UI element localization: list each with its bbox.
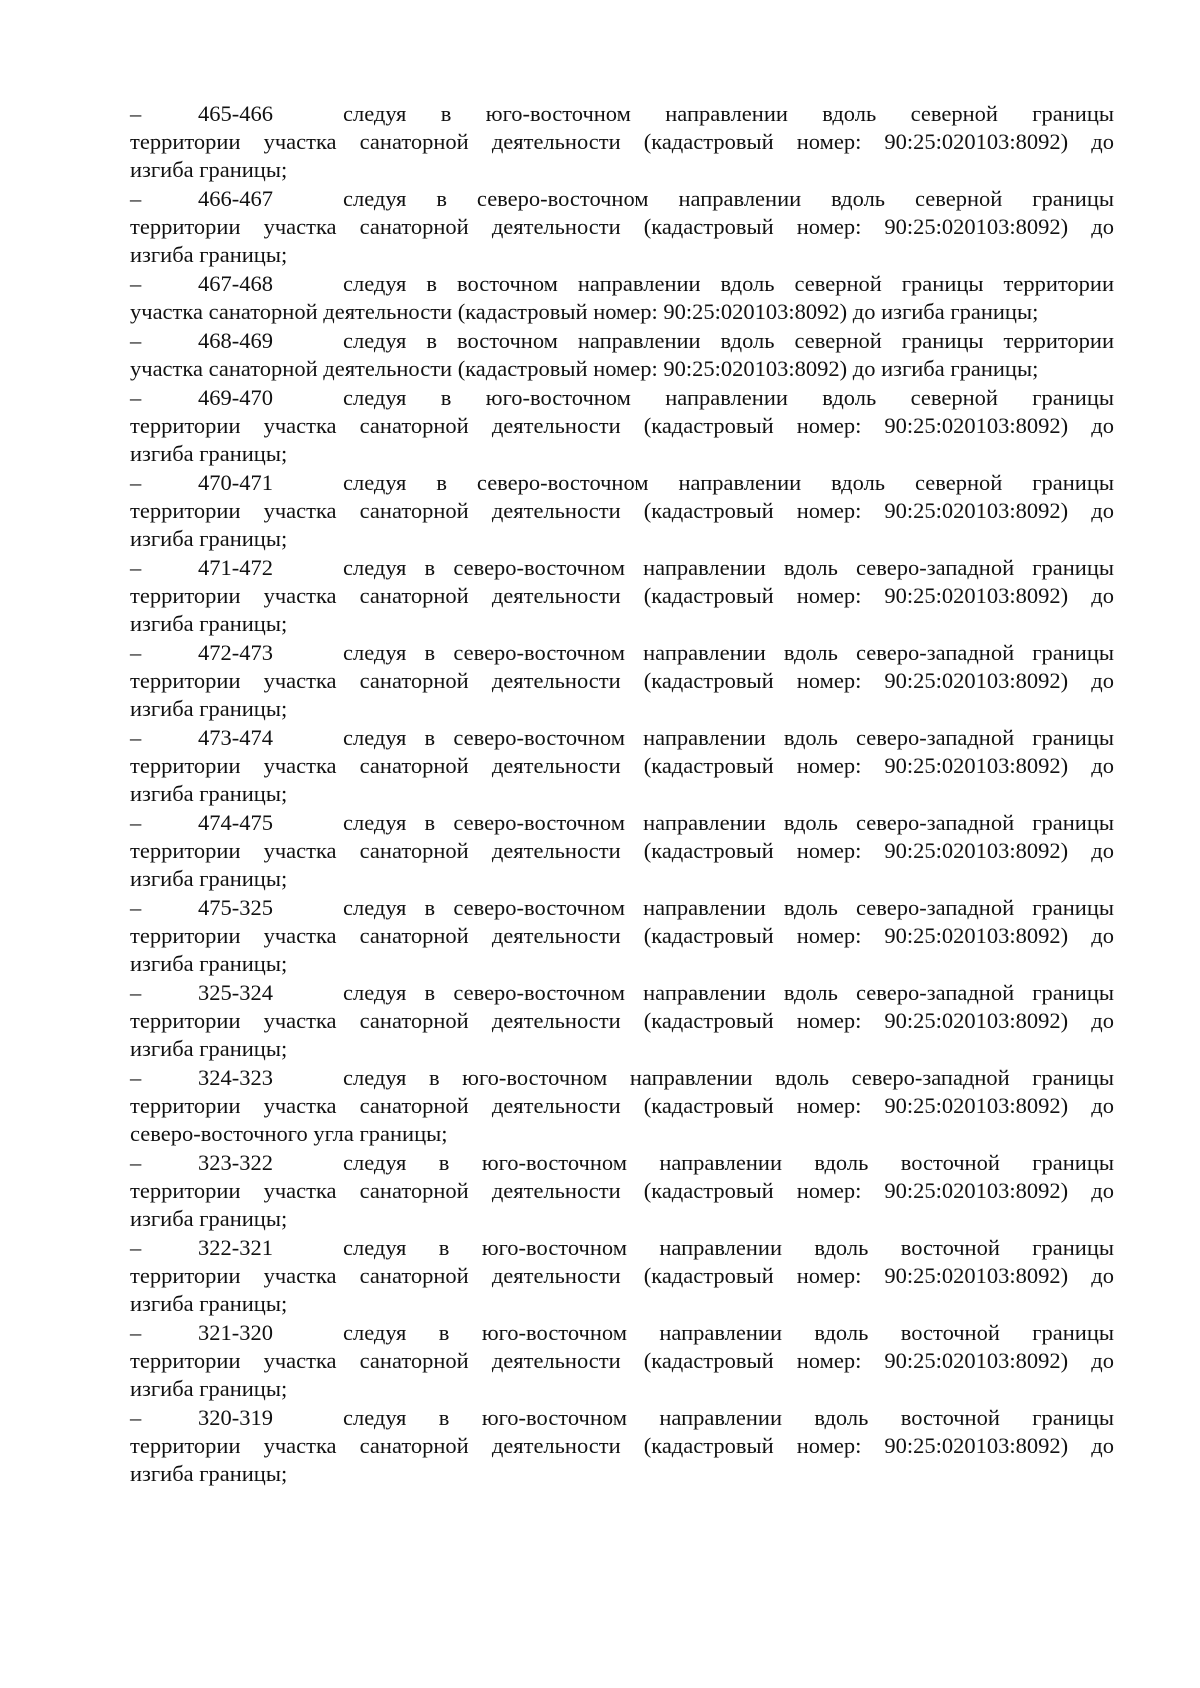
boundary-segment-entry <box>130 639 1114 723</box>
segment-direction-text: следуя в юго-восточном направлении вдоль восточной границы <box>343 1320 1114 1345</box>
list-dash: – <box>130 385 142 410</box>
list-dash: – <box>130 271 142 296</box>
list-dash: – <box>130 980 142 1005</box>
segment-direction-text: следуя в юго-восточном направлении вдоль северной границы <box>343 385 1114 410</box>
entry-ending-line: изгиба границы; <box>130 611 288 636</box>
boundary-segment-list <box>130 100 1114 1489</box>
entry-ending-line: изгиба границы; <box>130 242 288 267</box>
segment-point-range: 472-473 <box>198 640 273 665</box>
list-dash: – <box>130 1065 142 1090</box>
entry-continuation-line: территории участка санаторной деятельности (кадастровый номер: 90:25:020103:8092) до <box>130 1348 1114 1373</box>
segment-point-range: 471-472 <box>198 555 273 580</box>
segment-point-range: 323-322 <box>198 1150 273 1175</box>
entry-continuation-line: территории участка санаторной деятельности (кадастровый номер: 90:25:020103:8092) до <box>130 1263 1114 1288</box>
list-dash: – <box>130 1405 142 1430</box>
boundary-segment-entry <box>130 1149 1114 1233</box>
segment-direction-text: следуя в восточном направлении вдоль северной границы территории <box>343 271 1114 296</box>
segment-direction-text: следуя в северо-восточном направлении вдоль северо-западной границы <box>343 555 1114 580</box>
entry-first-line <box>130 1149 1114 1177</box>
entry-ending-line: изгиба границы; <box>130 1036 288 1061</box>
entry-ending-line: изгиба границы; <box>130 1206 288 1231</box>
entry-continuation-line: участка санаторной деятельности (кадастровый номер: 90:25:020103:8092) до изгиба границы; <box>130 299 1039 324</box>
boundary-segment-entry <box>130 1234 1114 1318</box>
list-dash: – <box>130 810 142 835</box>
boundary-segment-entry <box>130 979 1114 1063</box>
boundary-segment-entry <box>130 809 1114 893</box>
entry-ending-line: изгиба границы; <box>130 866 288 891</box>
list-dash: – <box>130 555 142 580</box>
entry-first-line <box>130 809 1114 837</box>
entry-continuation-line: территории участка санаторной деятельности (кадастровый номер: 90:25:020103:8092) до <box>130 668 1114 693</box>
entry-continuation-line: территории участка санаторной деятельности (кадастровый номер: 90:25:020103:8092) до <box>130 838 1114 863</box>
segment-point-range: 466-467 <box>198 186 273 211</box>
entry-continuation-line: территории участка санаторной деятельности (кадастровый номер: 90:25:020103:8092) до <box>130 1433 1114 1458</box>
entry-first-line <box>130 185 1114 213</box>
entry-continuation-line: территории участка санаторной деятельности (кадастровый номер: 90:25:020103:8092) до <box>130 923 1114 948</box>
boundary-segment-entry <box>130 185 1114 269</box>
list-dash: – <box>130 186 142 211</box>
segment-direction-text: следуя в юго-восточном направлении вдоль северо-западной границы <box>343 1065 1114 1090</box>
entry-ending-line: изгиба границы; <box>130 441 288 466</box>
boundary-segment-entry <box>130 100 1114 184</box>
list-dash: – <box>130 101 142 126</box>
entry-ending-line: изгиба границы; <box>130 1376 288 1401</box>
entry-ending-line: изгиба границы; <box>130 157 288 182</box>
segment-point-range: 470-471 <box>198 470 273 495</box>
list-dash: – <box>130 470 142 495</box>
segment-point-range: 465-466 <box>198 101 273 126</box>
boundary-segment-entry <box>130 724 1114 808</box>
entry-ending-line: изгиба границы; <box>130 951 288 976</box>
segment-point-range: 320-319 <box>198 1405 273 1430</box>
list-dash: – <box>130 1235 142 1260</box>
entry-first-line <box>130 979 1114 1007</box>
entry-continuation-line: территории участка санаторной деятельности (кадастровый номер: 90:25:020103:8092) до <box>130 583 1114 608</box>
list-dash: – <box>130 328 142 353</box>
entry-first-line <box>130 384 1114 412</box>
entry-ending-line: изгиба границы; <box>130 526 288 551</box>
entry-first-line <box>130 1319 1114 1347</box>
segment-point-range: 324-323 <box>198 1065 273 1090</box>
entry-first-line <box>130 724 1114 752</box>
boundary-segment-entry <box>130 384 1114 468</box>
entry-continuation-line: территории участка санаторной деятельности (кадастровый номер: 90:25:020103:8092) до <box>130 1008 1114 1033</box>
segment-direction-text: следуя в северо-восточном направлении вдоль северо-западной границы <box>343 725 1114 750</box>
entry-first-line <box>130 894 1114 922</box>
boundary-segment-entry <box>130 894 1114 978</box>
entry-first-line <box>130 327 1114 355</box>
entry-first-line <box>130 469 1114 497</box>
segment-direction-text: следуя в северо-восточном направлении вдоль северной границы <box>343 470 1114 495</box>
segment-point-range: 322-321 <box>198 1235 273 1260</box>
entry-first-line <box>130 100 1114 128</box>
segment-direction-text: следуя в юго-восточном направлении вдоль восточной границы <box>343 1405 1114 1430</box>
boundary-segment-entry <box>130 1404 1114 1488</box>
entry-first-line <box>130 639 1114 667</box>
segment-point-range: 474-475 <box>198 810 273 835</box>
segment-direction-text: следуя в северо-восточном направлении вдоль северо-западной границы <box>343 980 1114 1005</box>
boundary-segment-entry <box>130 469 1114 553</box>
segment-direction-text: следуя в юго-восточном направлении вдоль северной границы <box>343 101 1114 126</box>
entry-first-line <box>130 1234 1114 1262</box>
segment-direction-text: следуя в северо-восточном направлении вдоль северо-западной границы <box>343 810 1114 835</box>
entry-first-line <box>130 1064 1114 1092</box>
entry-continuation-line: участка санаторной деятельности (кадастровый номер: 90:25:020103:8092) до изгиба границы; <box>130 356 1039 381</box>
segment-direction-text: следуя в северо-восточном направлении вдоль северной границы <box>343 186 1114 211</box>
boundary-segment-entry <box>130 1064 1114 1148</box>
boundary-segment-entry <box>130 270 1114 326</box>
boundary-segment-entry <box>130 1319 1114 1403</box>
entry-first-line <box>130 270 1114 298</box>
entry-first-line <box>130 554 1114 582</box>
segment-point-range: 468-469 <box>198 328 273 353</box>
boundary-segment-entry <box>130 554 1114 638</box>
list-dash: – <box>130 1320 142 1345</box>
list-dash: – <box>130 895 142 920</box>
segment-direction-text: следуя в северо-восточном направлении вдоль северо-западной границы <box>343 640 1114 665</box>
entry-continuation-line: территории участка санаторной деятельности (кадастровый номер: 90:25:020103:8092) до <box>130 129 1114 154</box>
segment-point-range: 467-468 <box>198 271 273 296</box>
segment-point-range: 475-325 <box>198 895 273 920</box>
entry-ending-line: изгиба границы; <box>130 696 288 721</box>
entry-continuation-line: территории участка санаторной деятельности (кадастровый номер: 90:25:020103:8092) до <box>130 753 1114 778</box>
segment-point-range: 325-324 <box>198 980 273 1005</box>
list-dash: – <box>130 640 142 665</box>
entry-ending-line: северо-восточного угла границы; <box>130 1121 448 1146</box>
segment-direction-text: следуя в юго-восточном направлении вдоль восточной границы <box>343 1150 1114 1175</box>
entry-ending-line: изгиба границы; <box>130 1461 288 1486</box>
entry-first-line <box>130 1404 1114 1432</box>
entry-ending-line: изгиба границы; <box>130 1291 288 1316</box>
segment-point-range: 473-474 <box>198 725 273 750</box>
boundary-segment-entry <box>130 327 1114 383</box>
list-dash: – <box>130 725 142 750</box>
entry-ending-line: изгиба границы; <box>130 781 288 806</box>
entry-continuation-line: территории участка санаторной деятельности (кадастровый номер: 90:25:020103:8092) до <box>130 1093 1114 1118</box>
list-dash: – <box>130 1150 142 1175</box>
entry-continuation-line: территории участка санаторной деятельности (кадастровый номер: 90:25:020103:8092) до <box>130 1178 1114 1203</box>
segment-direction-text: следуя в восточном направлении вдоль северной границы территории <box>343 328 1114 353</box>
segment-point-range: 469-470 <box>198 385 273 410</box>
segment-direction-text: следуя в юго-восточном направлении вдоль восточной границы <box>343 1235 1114 1260</box>
entry-continuation-line: территории участка санаторной деятельности (кадастровый номер: 90:25:020103:8092) до <box>130 413 1114 438</box>
entry-continuation-line: территории участка санаторной деятельности (кадастровый номер: 90:25:020103:8092) до <box>130 214 1114 239</box>
segment-direction-text: следуя в северо-восточном направлении вдоль северо-западной границы <box>343 895 1114 920</box>
entry-continuation-line: территории участка санаторной деятельности (кадастровый номер: 90:25:020103:8092) до <box>130 498 1114 523</box>
segment-point-range: 321-320 <box>198 1320 273 1345</box>
